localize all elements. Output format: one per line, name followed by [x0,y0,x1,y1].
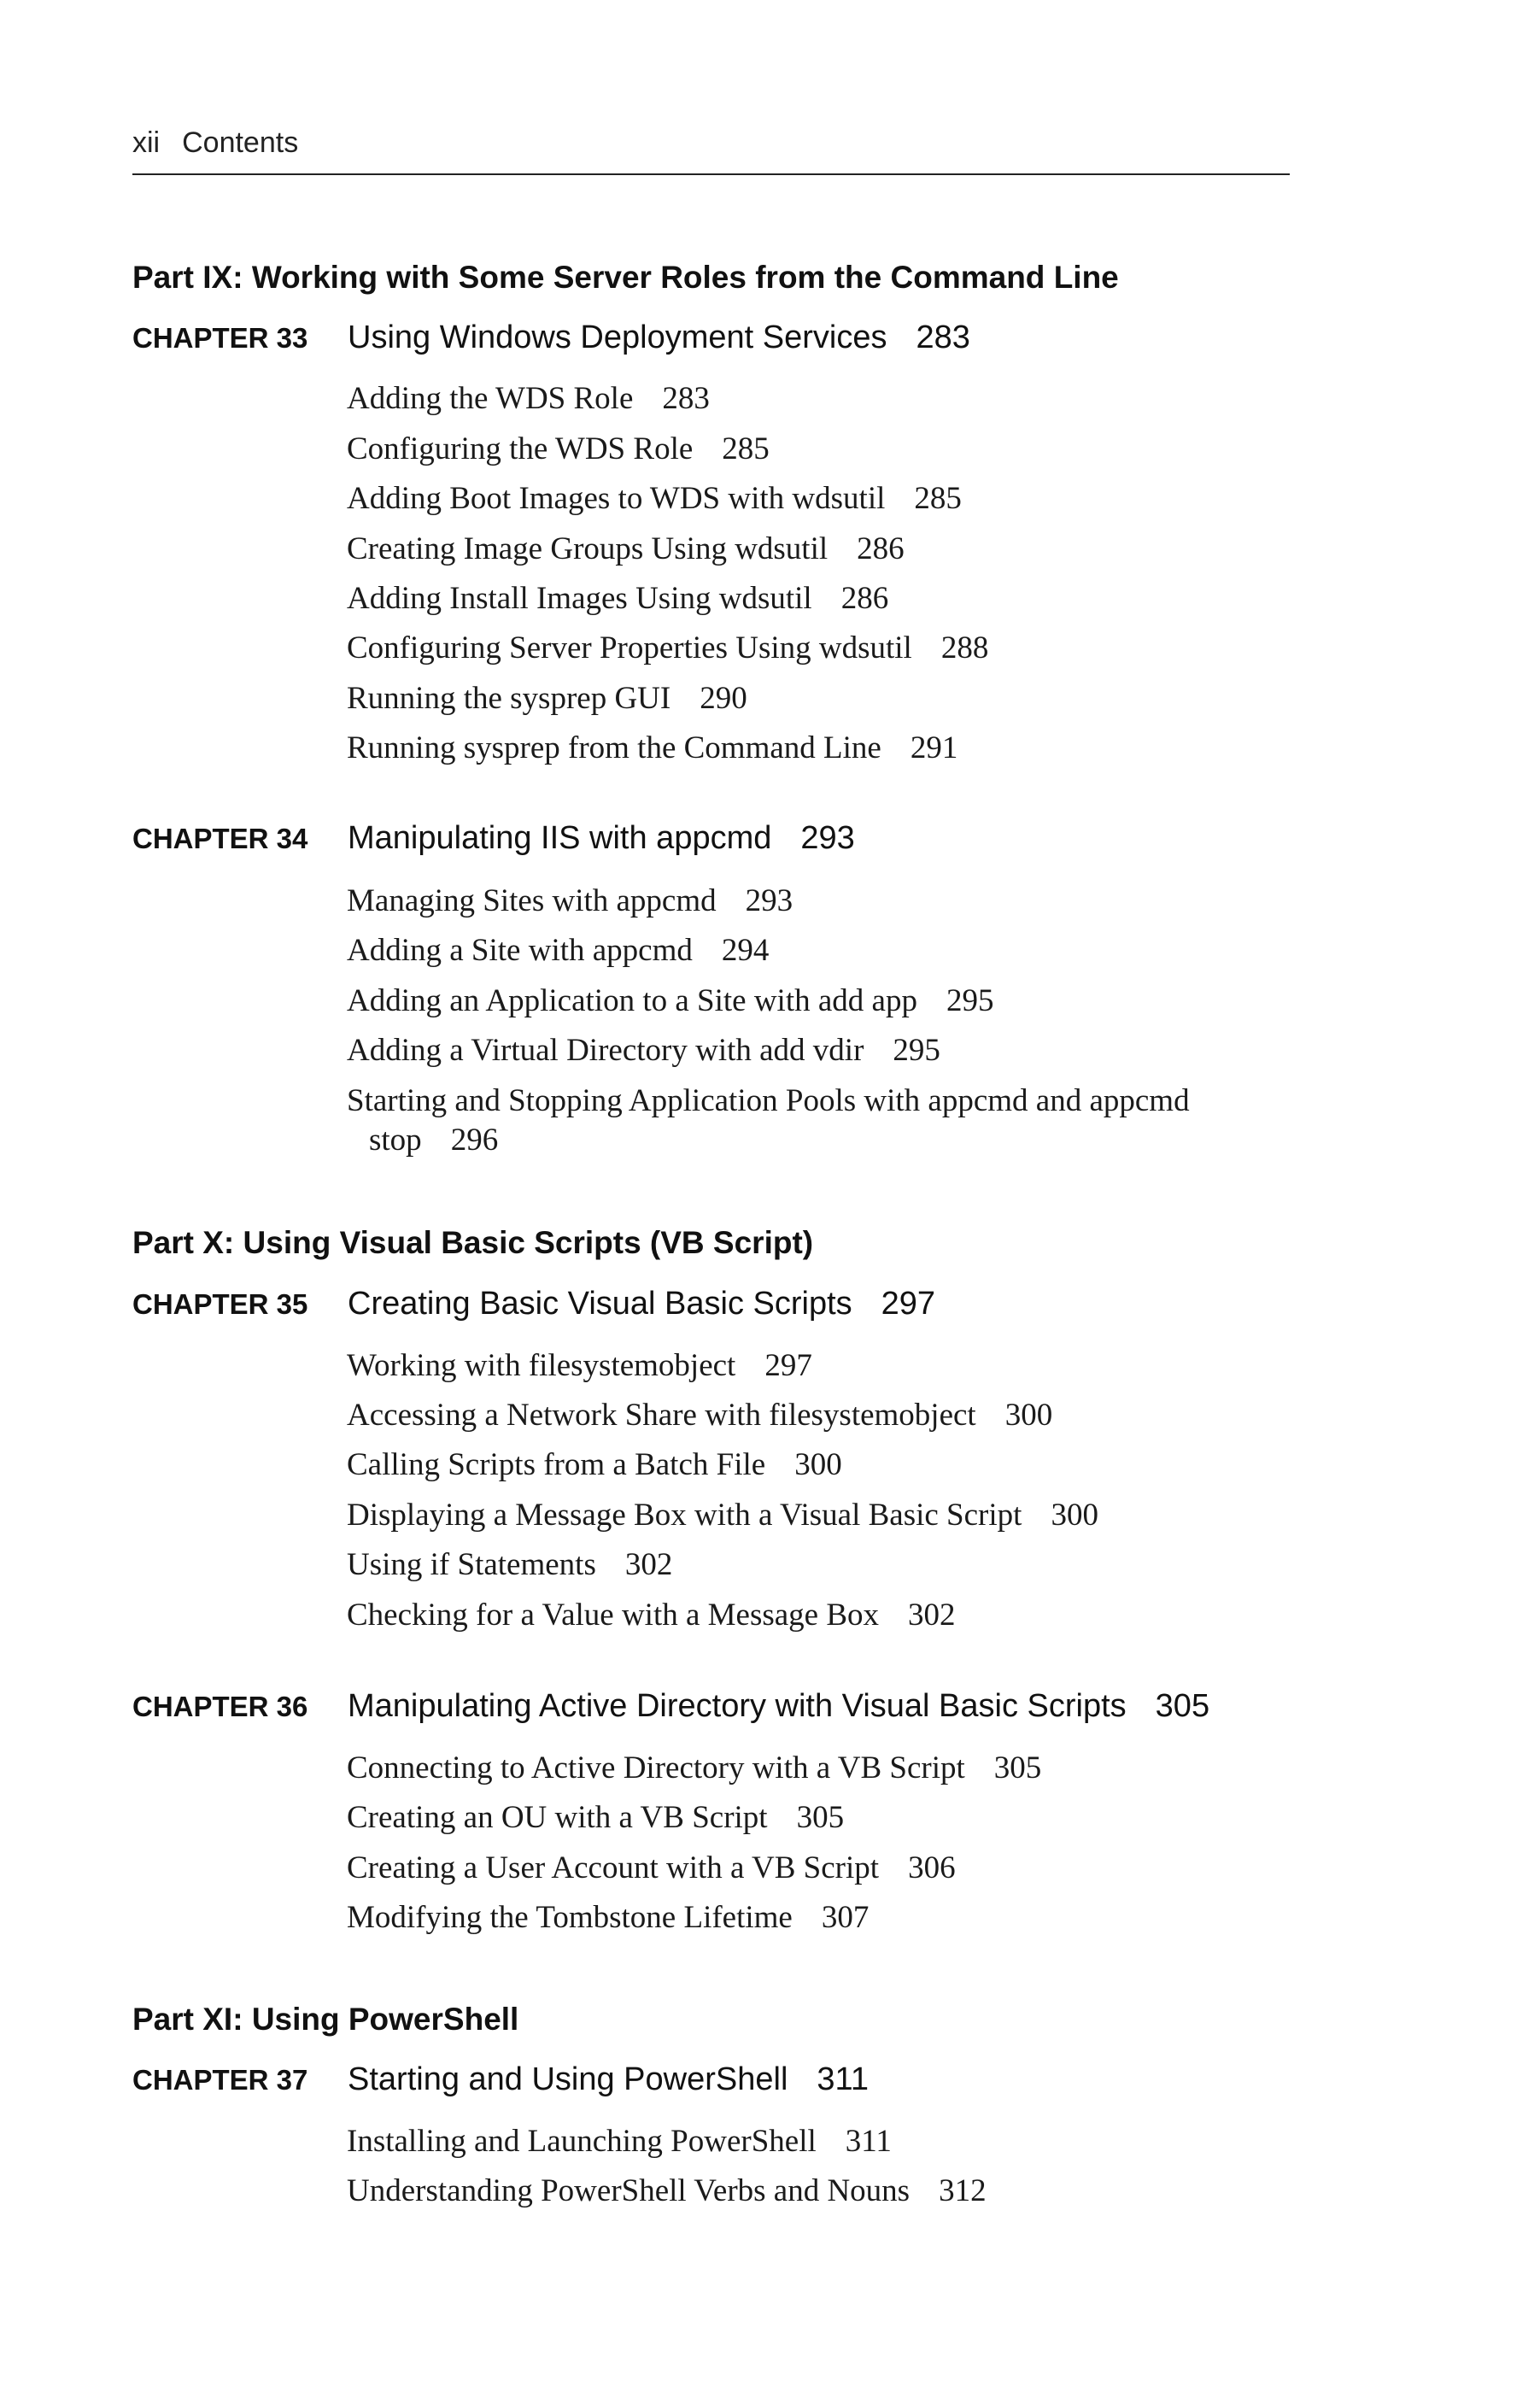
chapter-heading [132,820,855,857]
chapter-title: Using Windows Deployment Services [348,320,887,355]
entry-page-number: 311 [845,2124,892,2159]
toc-entry [347,679,1286,718]
toc-entry [347,1445,1286,1485]
part-heading: Part X: Using Visual Basic Scripts (VB Script) [132,1225,814,1260]
entry-page-number: 302 [908,1598,956,1633]
entry-title: Starting and Stopping Application Pools with appcmd and appcmd [347,1083,1190,1118]
entry-title: Connecting to Active Directory with a VB Script [347,1750,965,1785]
chapter-page-number: 293 [800,820,855,856]
running-header [132,126,298,160]
toc-entry [347,530,1286,569]
toc-entry [347,1849,1286,1888]
chapter-title: Creating Basic Visual Basic Scripts [348,1286,852,1322]
chapter-title: Manipulating IIS with appcmd [348,820,772,856]
entry-page-number: 285 [722,431,770,466]
toc-entry [347,931,1286,970]
entry-title: Displaying a Message Box with a Visual Basic Script [347,1498,1022,1533]
chapter-heading [132,2061,869,2098]
toc-entry [347,1396,1286,1435]
entry-title: Checking for a Value with a Message Box [347,1598,880,1633]
entry-title: Modifying the Tombstone Lifetime [347,1900,793,1935]
part-heading: Part XI: Using PowerShell [132,2002,519,2037]
chapter-label: CHAPTER 36 [132,1691,308,1722]
entry-page-number: 286 [857,531,905,566]
entry-title: Installing and Launching PowerShell [347,2124,817,2159]
entry-page-number: 285 [914,481,962,516]
entry-title: Adding the WDS Role [347,381,634,416]
chapter-heading [132,320,970,356]
entry-title: Managing Sites with appcmd [347,883,717,918]
entry-title: Understanding PowerShell Verbs and Nouns [347,2173,911,2208]
entry-page-number: 286 [840,581,889,616]
toc-entry [347,2122,1286,2161]
header-rule [132,173,1290,175]
toc-entry [347,479,1286,519]
entry-title: Adding a Site with appcmd [347,933,693,968]
chapter-label: CHAPTER 33 [132,322,308,354]
chapter-heading [132,1286,935,1322]
entry-page-number: 306 [908,1850,956,1885]
entry-page-number: 291 [910,730,958,765]
entry-page-number: 300 [1004,1398,1053,1433]
entry-page-number: 290 [700,681,747,716]
chapter-label: CHAPTER 34 [132,823,308,854]
entry-title: Running the sysprep GUI [347,681,671,716]
entry-title: Running sysprep from the Command Line [347,730,881,765]
entry-page-number: 283 [662,381,710,416]
entry-page-number: 294 [721,933,770,968]
toc-entry [347,982,1286,1021]
entry-page-number: 288 [940,630,989,665]
toc-entry [347,1082,1286,1160]
entry-page-number: 300 [794,1447,842,1482]
header-page-number: xii [132,126,161,159]
toc-entry [347,1496,1286,1535]
entry-page-number: 296 [450,1123,499,1158]
entry-title: Using if Statements [347,1547,596,1582]
entry-page-number: 293 [745,883,793,918]
entry-title: Calling Scripts from a Batch File [347,1447,766,1482]
chapter-label: CHAPTER 35 [132,1288,308,1320]
chapter-page-number: 297 [881,1286,936,1322]
part-heading: Part IX: Working with Some Server Roles from the Command Line [132,260,1119,295]
entry-page-number: 307 [821,1900,870,1935]
entry-title: Adding a Virtual Directory with add vdir [347,1033,864,1068]
entry-title: Creating an OU with a VB Script [347,1800,768,1835]
entry-title: Accessing a Network Share with filesystemobject [347,1398,976,1433]
entry-title: Adding an Application to a Site with add app [347,983,917,1018]
toc-entry [347,579,1286,619]
entry-title: Creating a User Account with a VB Script [347,1850,880,1885]
entry-title: Creating Image Groups Using wdsutil [347,531,829,566]
entry-title: Adding Boot Images to WDS with wdsutil [347,481,886,516]
toc-entry [347,1596,1286,1635]
toc-entry [347,1346,1286,1386]
entry-page-number: 297 [764,1348,812,1383]
entry-title: Adding Install Images Using wdsutil [347,581,812,616]
chapter-page-number: 283 [916,320,970,355]
toc-entry [347,1749,1286,1788]
chapter-title: Starting and Using PowerShell [348,2061,788,2097]
toc-entry [347,2172,1286,2211]
toc-entry [347,1031,1286,1070]
entry-title: Configuring Server Properties Using wdsutil [347,630,912,665]
entry-page-number: 305 [993,1750,1042,1785]
chapter-label: CHAPTER 37 [132,2064,308,2096]
header-title: Contents [182,126,299,159]
entry-page-number: 295 [946,983,994,1018]
entry-page-number: 302 [624,1547,673,1582]
entry-title-continued: stop [369,1123,422,1158]
entry-page-number: 305 [796,1800,845,1835]
toc-entry [347,729,1286,768]
entry-title: Working with filesystemobject [347,1348,736,1383]
chapter-page-number: 311 [817,2061,869,2097]
entry-title: Configuring the WDS Role [347,431,694,466]
toc-entry [347,1798,1286,1838]
toc-entry [347,629,1286,668]
entry-page-number: 312 [939,2173,987,2208]
entry-page-number: 300 [1051,1498,1098,1533]
toc-entry [347,379,1286,419]
toc-entry [347,1898,1286,1938]
toc-entry [347,430,1286,469]
toc-entry [347,1545,1286,1585]
chapter-heading [132,1688,1209,1725]
entry-page-number: 295 [893,1033,940,1068]
chapter-page-number: 305 [1155,1688,1210,1724]
chapter-title: Manipulating Active Directory with Visual Basic Scripts [348,1688,1127,1724]
toc-entry [347,882,1286,921]
